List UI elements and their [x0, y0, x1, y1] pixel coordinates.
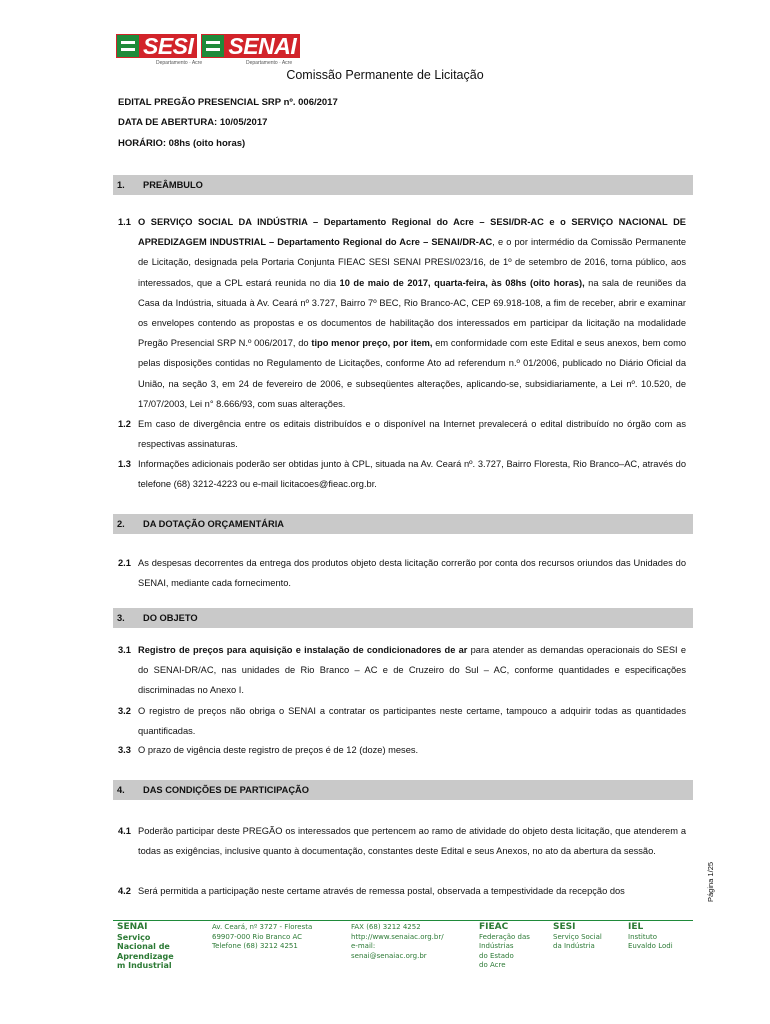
page-number: Página 1/25	[706, 861, 715, 902]
senai-logo-subtext: Departamento · Acre	[246, 60, 293, 66]
clause-number: 3.1	[118, 645, 131, 655]
footer-email-link[interactable]: senai@senaiac.org.br	[351, 951, 427, 960]
clause-number: 4.2	[118, 886, 131, 896]
footer-line: FAX (68) 3212 4252	[351, 923, 421, 931]
footer-line: e-mail:	[351, 942, 376, 950]
clause-number: 1.3	[118, 459, 131, 469]
footer-senai	[117, 923, 174, 971]
opening-date: DATA DE ABERTURA: 10/05/2017	[118, 117, 268, 128]
clause-text: Será permitida a participação neste certame através de remessa postal, observada a tempestividade da recepção dos	[138, 886, 625, 896]
clause-text: As despesas decorrentes da entrega dos produtos objeto desta licitação correrão por conta dos recursos oriundos das Unidades do SENAI, mediante cada fornecimento.	[138, 558, 686, 589]
clause-text: Informações adicionais poderão ser obtidas junto à CPL, situada na Av. Ceará nº. 3.727, Bairro Floresta, Rio Branco–AC, através do telefone (68) 3212-4223 ou e-mail licitacoes@fieac.org.br.	[138, 459, 686, 490]
footer-line: Telefone (68) 3212 4251	[212, 942, 298, 950]
footer-line: Nacional de	[117, 942, 170, 951]
footer-website-link[interactable]: http://www.senaiac.org.br/	[351, 932, 444, 941]
senai-logo-text: SENAI	[228, 32, 297, 59]
section-title: PREÂMBULO	[143, 180, 203, 190]
opening-time: HORÁRIO: 08hs (oito horas)	[118, 138, 246, 149]
footer-address	[212, 923, 312, 952]
clause-text-part: para atender as demandas operacionais do SESI e do SENAI-DR/AC, nas unidades de Rio Branco – AC e de Cruzeiro do Sul – AC, conforme quantidades e especificações discriminadas no Anexo I.	[138, 645, 687, 696]
clause-bold-text: 10 de maio de 2017, quarta-feira, às 08hs (oito horas),	[339, 277, 585, 288]
clause-2-1	[118, 553, 686, 593]
section-header-condicoes	[113, 780, 693, 800]
clause-text: Em caso de divergência entre os editais distribuídos e o disponível na Internet prevalecerá o edital distribuído no órgão com as respectivas assinaturas.	[138, 419, 686, 450]
footer-heading: SENAI	[117, 922, 148, 932]
footer-line: Indústrias	[479, 942, 514, 950]
footer-heading: SESI	[553, 922, 576, 932]
sesi-logo	[116, 34, 197, 58]
footer-line: Federação das	[479, 932, 530, 941]
footer-line: do Acre	[479, 961, 506, 969]
footer-heading: FIEAC	[479, 922, 509, 932]
clause-text-part: , e o por intermédio da Comissão Permanente de Licitação, designada pela Portaria Conjunta FIEAC SESI SENAI PRESI/023/16, de 1º de setembro de 2016, torna público, aos interessados, que a CPL estará reunida no dia	[138, 237, 686, 288]
footer-sesi	[553, 923, 602, 952]
clause-3-3	[118, 740, 686, 760]
sesi-emblem-icon	[117, 35, 139, 57]
section-header-objeto	[113, 608, 693, 628]
footer-line: Av. Ceará, nº 3727 - Floresta	[212, 923, 313, 931]
clause-1-1	[118, 212, 686, 414]
clause-bold-text: O SERVIÇO SOCIAL DA INDÚSTRIA – Departamento Regional do Acre – SESI/DR-AC e o SERVIÇO NACIONAL DE APREDIZAGEM INDUSTRIAL – Departamento Regional do Acre – SENAI/DR-AC	[138, 217, 686, 248]
sesi-logo-subtext: Departamento · Acre	[156, 60, 203, 66]
footer-iel	[628, 923, 673, 952]
clause-text-part: em conformidade com este Edital e seus anexos, bem como pelas disposições contidas no Regulamento de Licitações, conforme Ato ad referendum n.º 01/2006, publicado no Diário Oficial da União, na seção 3, em 24 de fevereiro de 2006, e subseqüentes alterações, aplicando-se, subsidiariamente, a Lei nº. 10.520, de 17/07/2003, Lei n° 8.666/93, com suas alterações.	[138, 338, 686, 409]
footer-line: Serviço	[117, 932, 151, 942]
clause-number: 2.1	[118, 558, 131, 568]
clause-1-2	[118, 414, 686, 454]
footer-line: Instituto	[628, 932, 658, 941]
clause-text	[138, 212, 686, 414]
footer-line: Aprendizage	[117, 951, 174, 961]
clause-number: 3.2	[118, 706, 131, 716]
senai-logo	[201, 34, 300, 58]
footer-line: do Estado	[479, 951, 514, 960]
footer-line: Serviço Social	[553, 932, 602, 941]
clause-3-2	[118, 701, 686, 741]
clause-text-part: na sala de reuniões da Casa da Indústria, situada à Av. Ceará nº 3.727, Bairro 7º BEC, Rio Branco-AC, CEP 69.918-108, a fim de receber, abrir e examinar os envelopes contendo as propostas e os documentos de habilitação dos interessados em participar da licitação na modalidade Pregão Presencial SRP N.º 006/2017, do	[138, 277, 687, 349]
clause-1-3	[118, 454, 686, 494]
clause-bold-text: tipo menor preço, por item,	[311, 338, 433, 349]
edital-number: EDITAL PREGÃO PRESENCIAL SRP nº. 006/2017	[118, 97, 338, 108]
section-number: 3.	[117, 613, 125, 623]
footer-heading: IEL	[628, 922, 644, 932]
section-title: DA DOTAÇÃO ORÇAMENTÁRIA	[143, 519, 284, 529]
clause-number: 1.1	[118, 217, 131, 227]
clause-text: Poderão participar deste PREGÃO os interessados que pertencem ao ramo de atividade do objeto desta licitação, que atenderem a todas as exigências, inclusive quanto à documentação, constantes deste Edital e seus Anexos, no ato da abertura da sessão.	[138, 826, 686, 857]
clause-text	[138, 640, 686, 701]
clause-number: 3.3	[118, 745, 131, 755]
footer-contact	[351, 923, 444, 961]
section-number: 1.	[117, 180, 125, 190]
section-title: DO OBJETO	[143, 613, 198, 623]
page-footer	[113, 920, 693, 985]
footer-line: 69907-000 Rio Branco AC	[212, 932, 303, 941]
clause-number: 1.2	[118, 419, 131, 429]
section-number: 4.	[117, 785, 125, 795]
clause-number: 4.1	[118, 826, 131, 836]
clause-4-1	[118, 821, 686, 861]
section-number: 2.	[117, 519, 125, 529]
clause-text: O prazo de vigência deste registro de preços é de 12 (doze) meses.	[138, 745, 419, 755]
footer-line: da Indústria	[553, 942, 595, 950]
section-header-dotacao	[113, 514, 693, 534]
clause-bold-text: Registro de preços para aquisição e instalação de condicionadores de ar	[138, 645, 468, 655]
sesi-logo-text: SESI	[143, 32, 194, 59]
senai-emblem-icon	[202, 35, 224, 57]
section-title: DAS CONDIÇÕES DE PARTICIPAÇÃO	[143, 785, 309, 795]
footer-line: Euvaldo Lodi	[628, 942, 673, 950]
document-title: Comissão Permanente de Licitação	[286, 68, 484, 82]
sesi-senai-logo	[116, 34, 300, 64]
clause-3-1	[118, 640, 686, 701]
section-header-preambulo	[113, 175, 693, 195]
clause-4-2	[118, 881, 686, 901]
footer-line: m Industrial	[117, 961, 172, 970]
clause-text: O registro de preços não obriga o SENAI a contratar os participantes neste certame, tampouco a adquirir todas as quantidades quantificadas.	[138, 706, 686, 737]
footer-fieac	[479, 923, 530, 971]
